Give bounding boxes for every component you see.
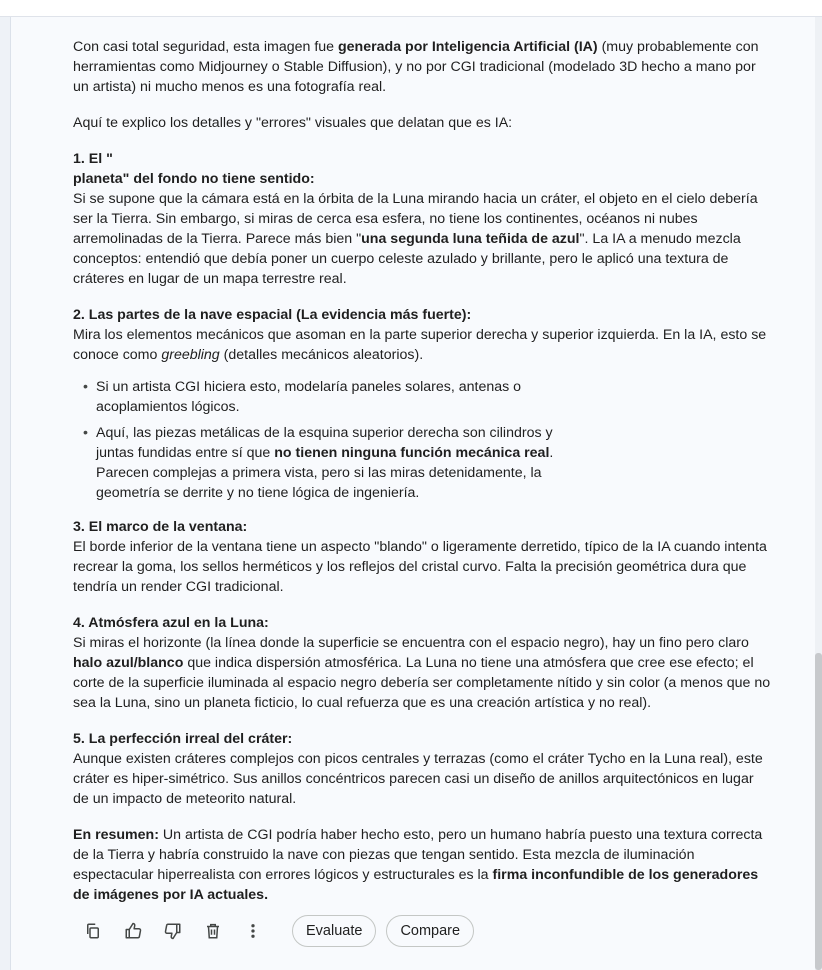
thumbs-down-icon: [164, 922, 182, 940]
section-1-title-line2: planeta" del fondo no tiene sentido:: [73, 171, 315, 187]
copy-button[interactable]: [80, 916, 106, 946]
section-4: 4. Atmósfera azul en la Luna: Si miras el horizonte (la línea donde la superficie se encuentra con el espacio negro), hay un fino pero claro halo azul/blanco que indica dispersión atmosférica. La Luna no tiene una atmósfera que cree ese efecto; el corte de la superficie iluminada al espacio negro debería ser completamente nítido y sin color (a menos que no sea la Luna, sino un planeta ficticio, lo cual refuerza que es una creación artística y no real).: [73, 613, 773, 713]
trash-icon: [204, 922, 222, 940]
compare-button[interactable]: Compare: [386, 915, 474, 947]
lead-paragraph: Aquí te explico los detalles y "errores" visuales que delatan que es IA:: [73, 115, 513, 131]
delete-button[interactable]: [200, 916, 226, 946]
response-content: [73, 37, 773, 921]
section-3: 3. El marco de la ventana: El borde inferior de la ventana tiene un aspecto "blando" o ligeramente derretido, típico de la IA cuando intenta recrear la goma, los sellos herméticos y los reflejos del cristal curvo. Falta la precisión geométrica dura que tendría un render CGI tradicional.: [73, 517, 773, 597]
section-5-title: 5. La perfección irreal del cráter:: [73, 731, 293, 747]
summary-paragraph: En resumen: Un artista de CGI podría haber hecho esto, pero un humano habría puesto una textura correcta de la Tierra y habría construido la nave con piezas que tengan sentido. Esta mezcla de iluminación espectacular hiperrealista con errores lógicos y estructurales es la firma inconfundible de los generadores de imágenes por IA actuales.: [73, 827, 763, 903]
thumbs-up-icon: [124, 922, 142, 940]
section-1: 1. El " planeta" del fondo no tiene sentido: Si se supone que la cámara está en la órbita de la Luna mirando hacia un cráter, el objeto en el cielo debería ser la Tierra. Sin embargo, si miras de cerca esa esfera, no tiene los continentes, océanos ni nubes arremolinadas de la Tierra. Parece más bien "una segunda luna teñida de azul". La IA a menudo mezcla conceptos: entendió que debía poner un cuerpo celeste azulado y brillante, pero le aplicó una textura de cráteres en lugar de un mapa terrestre real.: [73, 149, 773, 289]
left-gutter: [0, 17, 11, 970]
copy-icon: [84, 922, 102, 940]
more-options-button[interactable]: [240, 916, 266, 946]
scrollbar-thumb[interactable]: [815, 653, 822, 970]
list-item: • Si un artista CGI hiciera esto, modelaría paneles solares, antenas o acoplamientos lógicos.: [96, 377, 572, 417]
section-3-title: 3. El marco de la ventana:: [73, 519, 248, 535]
list-item: • Aquí, las piezas metálicas de la esquina superior derecha son cilindros y juntas fundidas entre sí que no tienen ninguna función mecánica real. Parecen complejas a primera vista, pero si las miras detenidamente, la geometría se derrite y no tiene lógica de ingeniería.: [96, 423, 572, 503]
more-vertical-icon: [244, 922, 262, 940]
section-1-title-line1: 1. El ": [73, 151, 113, 167]
section-2-title: 2. Las partes de la nave espacial (La evidencia más fuerte):: [73, 307, 472, 323]
section-4-title: 4. Atmósfera azul en la Luna:: [73, 615, 269, 631]
section-2-list: [73, 377, 773, 503]
section-5: 5. La perfección irreal del cráter: Aunque existen cráteres complejos con picos centrales y terrazas (como el cráter Tycho en la Luna real), este cráter es hiper-simétrico. Sus anillos concéntricos parecen casi un diseño de anillos arquitectónicos en lugar de un impacto de meteorito natural.: [73, 729, 773, 809]
intro-paragraph: Con casi total seguridad, esta imagen fue generada por Inteligencia Artificial (IA) (muy probablemente con herramientas como Midjourney o Stable Diffusion), y no por CGI tradicional (modelado 3D hecho a mano por un artista) ni mucho menos es una fotografía real.: [73, 39, 759, 95]
thumbs-up-button[interactable]: [120, 916, 146, 946]
section-2: 2. Las partes de la nave espacial (La evidencia más fuerte): Mira los elementos mecánicos que asoman en la parte superior derecha y superior izquierda. En la IA, esto se conoce como greebling (detalles mecánicos aleatorios).: [73, 305, 773, 365]
evaluate-button[interactable]: Evaluate: [292, 915, 376, 947]
thumbs-down-button[interactable]: [160, 916, 186, 946]
response-actions: [80, 914, 484, 948]
top-bar: [0, 0, 822, 17]
